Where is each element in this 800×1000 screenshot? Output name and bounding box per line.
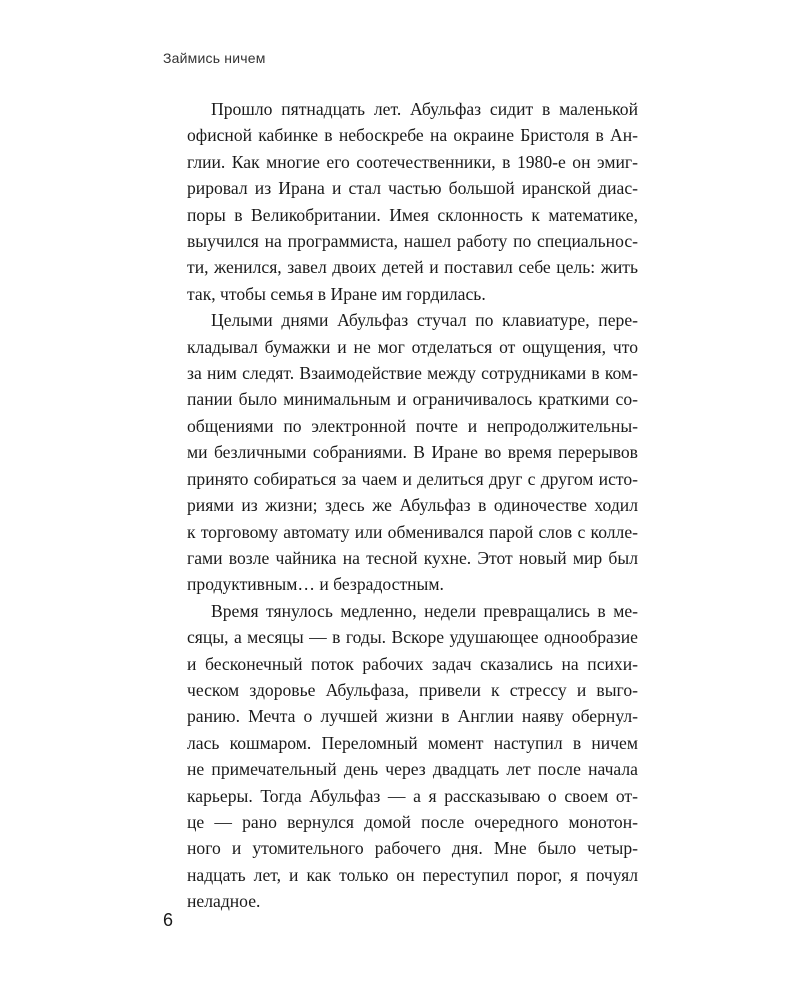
text-line: ранию. Мечта о лучшей жизни в Англии наяву обернул- xyxy=(187,706,638,727)
text-line: так, чтобы семья в Иране им гордилась. xyxy=(187,283,486,304)
text-line: продуктивным… и безрадостным. xyxy=(187,574,444,595)
text-line: ти, женился, завел двоих детей и поставил себе цель: жить xyxy=(187,257,638,278)
text-line: рировал из Ирана и стал частью большой иранской диас- xyxy=(187,178,638,199)
paragraph xyxy=(163,307,638,597)
text-line: не примечательный день через двадцать лет после начала xyxy=(187,759,638,780)
text-line: ми безличными собраниями. В Иране во время перерывов xyxy=(187,442,638,463)
text-line: лась кошмаром. Переломный момент наступил в ничем xyxy=(187,732,638,753)
text-line: за ним следят. Взаимодействие между сотрудниками в ком- xyxy=(187,363,638,384)
text-line: риями из жизни; здесь же Абульфаз в одиночестве ходил xyxy=(187,495,638,516)
text-line: принято собираться за чаем и делиться друг с другом исто- xyxy=(187,468,638,489)
text-line: пании было минимальным и ограничивалось краткими со- xyxy=(187,389,638,410)
text-line: поры в Великобритании. Имея склонность к математике, xyxy=(187,204,638,225)
body-text xyxy=(163,96,638,915)
paragraph xyxy=(163,598,638,915)
running-head: Займись ничем xyxy=(163,50,266,66)
text-line: карьеры. Тогда Абульфаз — а я рассказываю о своем от- xyxy=(187,785,638,806)
text-line: неладное. xyxy=(187,891,261,912)
text-line: ческом здоровье Абульфаза, привели к стрессу и выго- xyxy=(187,679,638,700)
text-line: це — рано вернулся домой после очередного монотон- xyxy=(187,811,638,832)
paragraph xyxy=(163,96,638,307)
text-line: выучился на программиста, нашел работу по специальнос- xyxy=(187,231,638,252)
text-line: кладывал бумажки и не мог отделаться от ощущения, что xyxy=(187,336,638,357)
text-line: Прошло пятнадцать лет. Абульфаз сидит в маленькой xyxy=(211,99,638,119)
text-line: сяцы, а месяцы — в годы. Вскоре удушающее однообразие xyxy=(187,627,638,648)
text-line: Время тянулось медленно, недели превращались в ме- xyxy=(211,600,638,621)
text-line: гами возле чайника на тесной кухне. Этот новый мир был xyxy=(187,547,638,568)
text-line: надцать лет, и как только он переступил порог, я почуял xyxy=(187,864,638,885)
text-line: глии. Как многие его соотечественники, в 1980-е он эмиг- xyxy=(187,151,638,172)
page-number: 6 xyxy=(163,910,174,930)
text-line: Целыми днями Абульфаз стучал по клавиатуре, пере- xyxy=(211,310,638,331)
text-line: ного и утомительного рабочего дня. Мне было четыр- xyxy=(187,838,638,859)
text-line: и бесконечный поток рабочих задач сказались на психи- xyxy=(187,653,638,674)
text-line: офисной кабинке в небоскребе на окраине Бристоля в Ан- xyxy=(187,125,638,146)
text-line: к торговому автомату или обменивался парой слов с колле- xyxy=(187,521,638,542)
text-line: общениями по электронной почте и непродолжительны- xyxy=(187,415,638,436)
